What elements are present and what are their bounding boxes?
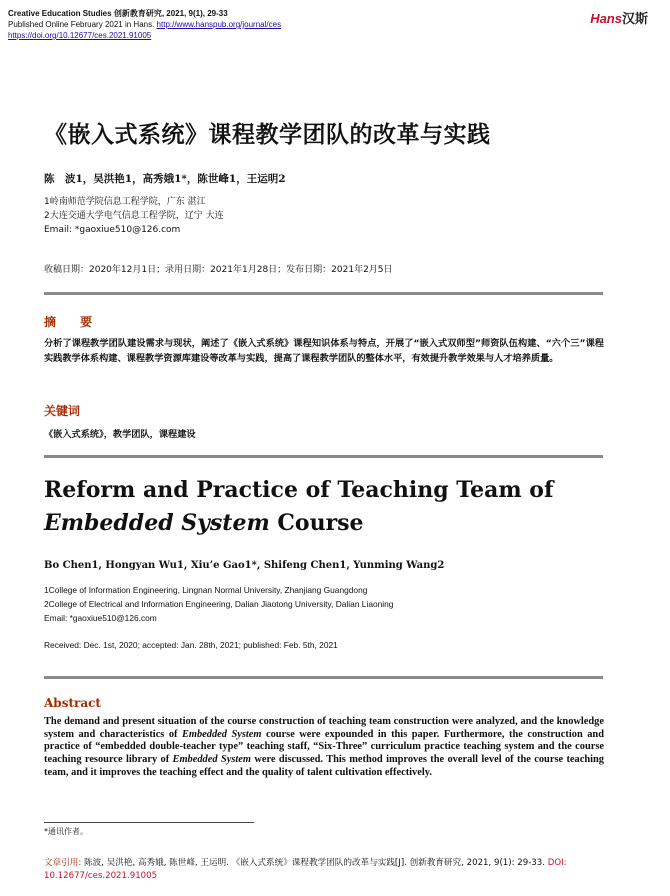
title-en-italic: Embedded System xyxy=(44,510,270,536)
citation-doi: DOI: 10.12677/ces.2021.91005 xyxy=(44,858,567,881)
affiliation-en-1: 1College of Information Engineering, Lingnan Normal University, Zhanjiang Guangdong xyxy=(44,585,368,595)
dates-en: Received: Dec. 1st, 2020; accepted: Jan. 28th, 2021; published: Feb. 5th, 2021 xyxy=(44,640,338,650)
journal-name-cn: 创新教育研究 xyxy=(113,9,162,18)
keywords-cn-heading: 关键词 xyxy=(44,404,81,418)
footnote-rule xyxy=(44,822,254,823)
logo-brand-cn: 汉斯 xyxy=(621,11,648,26)
abstract-en-italic: Embedded System xyxy=(172,754,251,766)
journal-name-en: Creative Education Studies xyxy=(8,9,112,18)
published-prefix: Published Online February 2021 in Hans. xyxy=(8,20,155,29)
dates-cn: 收稿日期：2020年12月1日；录用日期：2021年1月28日；发布日期：2021年2月5日 xyxy=(44,265,393,275)
authors-en: Bo Chen1, Hongyan Wu1, Xiu’e Gao1*, Shifeng Chen1, Yunming Wang2 xyxy=(44,560,445,571)
keywords-cn-text: 《嵌入式系统》，教学团队，课程建设 xyxy=(44,429,196,440)
affiliation-en-2: 2College of Electrical and Information Engineering, Dalian Jiaotong University, Dalian Liaoning xyxy=(44,599,394,609)
title-cn: 《嵌入式系统》课程教学团队的改革与实践 xyxy=(44,122,491,148)
title-en xyxy=(44,474,614,540)
citation xyxy=(44,857,614,883)
footnote: *通讯作者。 xyxy=(44,827,88,836)
abstract-en-part: were discussed. This method improves the overall level of the course teaching team, and it improves the teaching effect and the quality of talent cultivation effectively. xyxy=(44,754,604,778)
journal-header xyxy=(8,8,228,19)
title-en-part2: Course xyxy=(269,510,364,536)
abstract-en-text xyxy=(44,716,604,780)
section-rule xyxy=(44,455,603,458)
affiliation-cn-2: 2大连交通大学电气信息工程学院，辽宁 大连 xyxy=(44,211,224,221)
email-cn: Email: *gaoxiue510@126.com xyxy=(44,225,181,235)
logo-brand: Hans xyxy=(590,11,622,26)
volume-info: , 2021, 9(1), 29-33 xyxy=(161,9,228,18)
journal-url-link[interactable]: http://www.hanspub.org/journal/ces xyxy=(156,20,282,29)
citation-label: 文章引用: xyxy=(44,858,82,868)
hans-logo xyxy=(590,8,648,27)
authors-cn: 陈 波1，吴洪艳1，高秀娥1*，陈世峰1，王运明2 xyxy=(44,173,286,185)
affiliation-cn-1: 1岭南师范学院信息工程学院，广东 湛江 xyxy=(44,197,206,207)
abstract-en-heading: Abstract xyxy=(44,696,101,710)
abstract-cn-heading: 摘 要 xyxy=(44,315,99,329)
doi-url-link[interactable]: https://doi.org/10.12677/ces.2021.91005 xyxy=(8,31,152,40)
abstract-en-part: course were expounded in this paper. Furthermore, the construction and practice of “embedded double-teacher type” teaching staff, “Six-Three” curriculum practice teaching system and the course teaching resource library of xyxy=(44,728,604,766)
abstract-cn-text: 分析了课程教学团队建设需求与现状，阐述了《嵌入式系统》课程知识体系与特点，开展了“嵌入式双师型”师资队伍构建、“六个三”课程实践教学体系构建、课程教学资源库建设等改革与实践，提高了课程教学团队的整体水平，有效提升教学效果与人才培养质量。 xyxy=(44,338,604,364)
title-en-part1: Reform and Practice of Teaching Team of xyxy=(44,477,554,503)
published-line xyxy=(8,19,281,30)
abstract-en-part: The demand and present situation of the course construction of teaching team construction were analyzed, and the knowledge system and characteristics of xyxy=(44,716,604,740)
abstract-en-italic: Embedded System xyxy=(181,728,262,740)
section-rule xyxy=(44,292,603,295)
section-rule xyxy=(44,676,603,679)
email-en: Email: *gaoxiue510@126.com xyxy=(44,613,157,623)
doi-line xyxy=(8,30,151,41)
citation-text: 陈波, 吴洪艳, 高秀娥, 陈世峰, 王运明. 《嵌入式系统》课程教学团队的改革与实践[J]. 创新教育研究, 2021, 9(1): 29-33. xyxy=(81,858,548,868)
